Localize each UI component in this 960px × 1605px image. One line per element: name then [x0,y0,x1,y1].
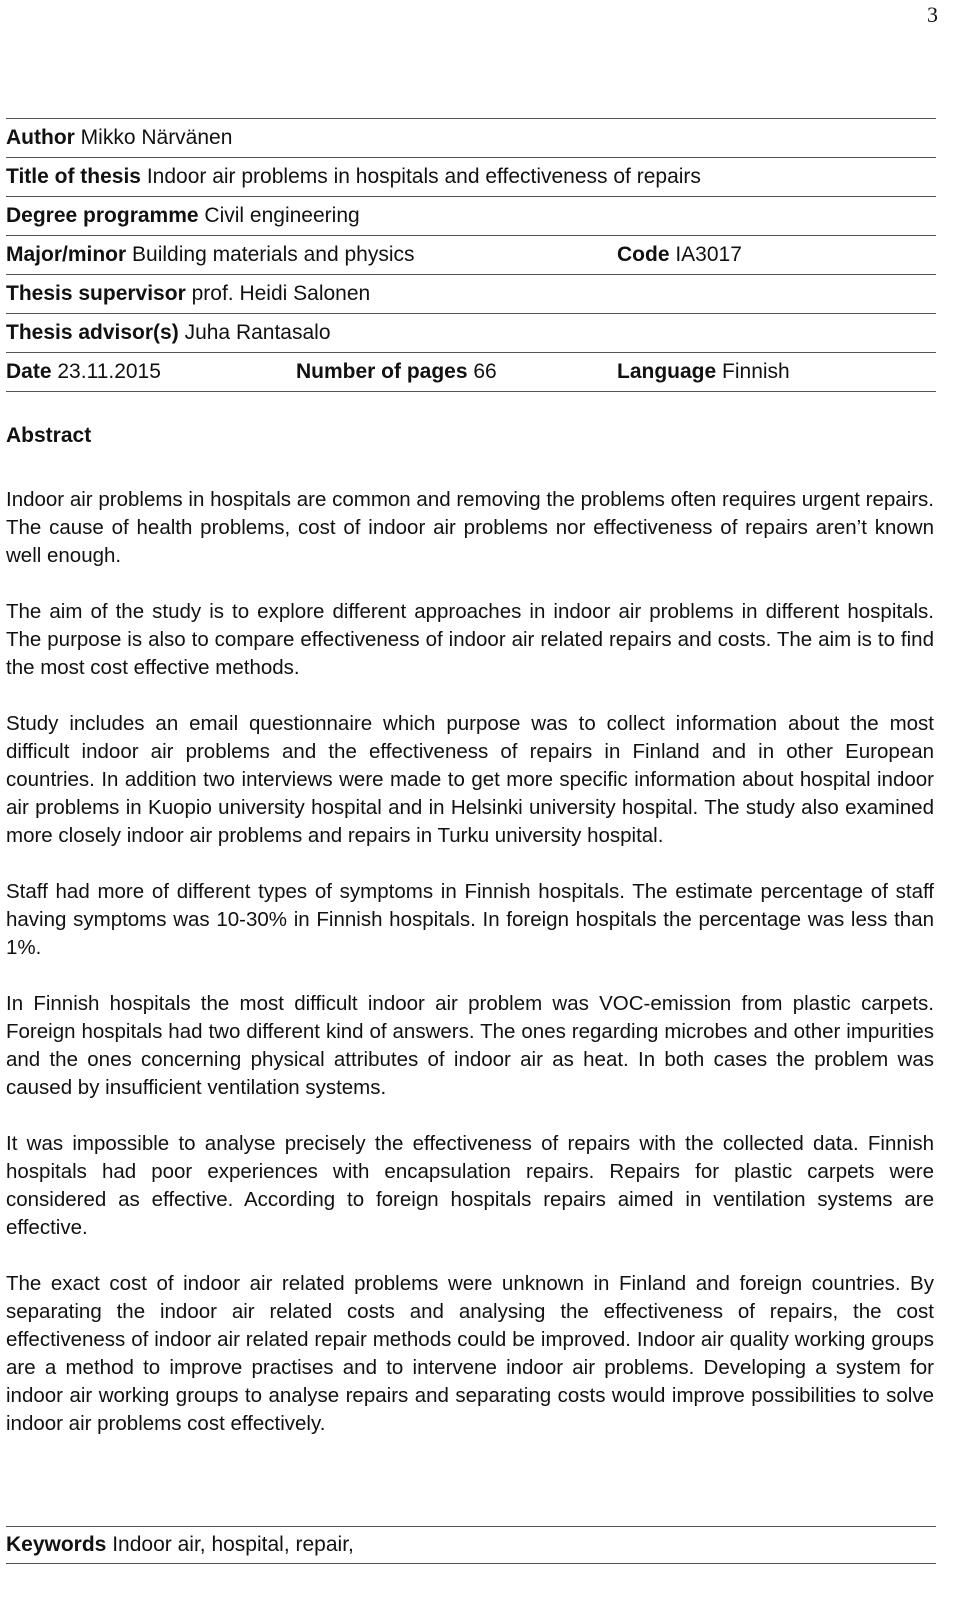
keywords-row [6,1526,936,1564]
degree-value: Civil engineering [204,204,360,227]
date-row [6,353,936,392]
major-value: Building materials and physics [132,243,415,266]
advisor-label: Thesis advisor(s) [6,321,179,344]
code-label: Code [617,243,670,266]
title-row [6,158,936,197]
advisor-value: Juha Rantasalo [184,321,331,344]
pages-label: Number of pages [296,360,468,383]
page-number: 3 [927,2,938,27]
code-field [617,236,742,274]
pages-field [296,353,497,391]
abstract-paragraph: In Finnish hospitals the most difficult indoor air problem was VOC-emission from plastic carpets. Foreign hospitals had two different kind of answers. The ones regarding microbes and other impurities and the ones concerning physical attributes of indoor air as heat. In both cases the problem was caused by insufficient ventilation systems. [6,992,934,1099]
author-row [6,119,936,158]
abstract-heading: Abstract [6,424,92,447]
supervisor-field [6,275,370,313]
advisor-field [6,314,331,352]
abstract-paragraph: It was impossible to analyse precisely the effectiveness of repairs with the collected data. Finnish hospitals had poor experiences with encapsulation repairs. Repairs for plastic carpets were considered as effective. According to foreign hospitals repairs aimed in ventilation systems are effective. [6,1132,934,1239]
supervisor-value: prof. Heidi Salonen [191,282,371,305]
supervisor-row [6,275,936,314]
keywords-value: Indoor air, hospital, repair, [112,1533,354,1556]
author-value: Mikko Närvänen [80,126,233,149]
code-value: IA3017 [675,243,742,266]
abstract-body [6,486,934,1466]
language-value: Finnish [722,360,790,383]
title-value: Indoor air problems in hospitals and effectiveness of repairs [146,165,701,188]
date-field [6,353,161,391]
author-label: Author [6,126,75,149]
supervisor-label: Thesis supervisor [6,282,186,305]
title-field [6,158,701,196]
title-label: Title of thesis [6,165,141,188]
keywords-label: Keywords [6,1533,107,1556]
abstract-paragraph: The exact cost of indoor air related problems were unknown in Finland and foreign countries. By separating the indoor air related costs and analysing the effectiveness of repairs, the cost effectiveness of indoor air related repair methods could be improved. Indoor air quality working groups are a method to improve practises and to intervene indoor air problems. Developing a system for indoor air working groups to analyse repairs and separating costs would improve possibilities to solve indoor air problems cost effectively. [6,1272,934,1435]
major-label: Major/minor [6,243,127,266]
pages-value: 66 [473,360,497,383]
major-field [6,236,415,274]
abstract-paragraph: Study includes an email questionnaire which purpose was to collect information about the most difficult indoor air problems and the effectiveness of repairs in Finland and in other European countries. In addition two interviews were made to get more specific information about hospital indoor air problems in Kuopio university hospital and in Helsinki university hospital. The study also examined more closely indoor air problems and repairs in Turku university hospital. [6,712,934,847]
abstract-paragraph: Indoor air problems in hospitals are common and removing the problems often requires urgent repairs. The cause of health problems, cost of indoor air problems nor effectiveness of repairs aren’t known well enough. [6,488,934,567]
advisor-row [6,314,936,353]
author-field [6,119,232,157]
degree-field [6,197,360,235]
abstract-paragraph: The aim of the study is to explore different approaches in indoor air problems in different hospitals. The purpose is also to compare effectiveness of indoor air related repairs and costs. The aim is to find the most cost effective methods. [6,600,934,679]
degree-label: Degree programme [6,204,199,227]
date-value: 23.11.2015 [57,360,161,383]
major-row [6,236,936,275]
language-label: Language [617,360,717,383]
date-label: Date [6,360,52,383]
thesis-metadata-table [6,118,936,392]
abstract-paragraph: Staff had more of different types of symptoms in Finnish hospitals. The estimate percentage of staff having symptoms was 10-30% in Finnish hospitals. In foreign hospitals the percentage was less than 1%. [6,880,934,959]
degree-row [6,197,936,236]
language-field [617,353,790,391]
